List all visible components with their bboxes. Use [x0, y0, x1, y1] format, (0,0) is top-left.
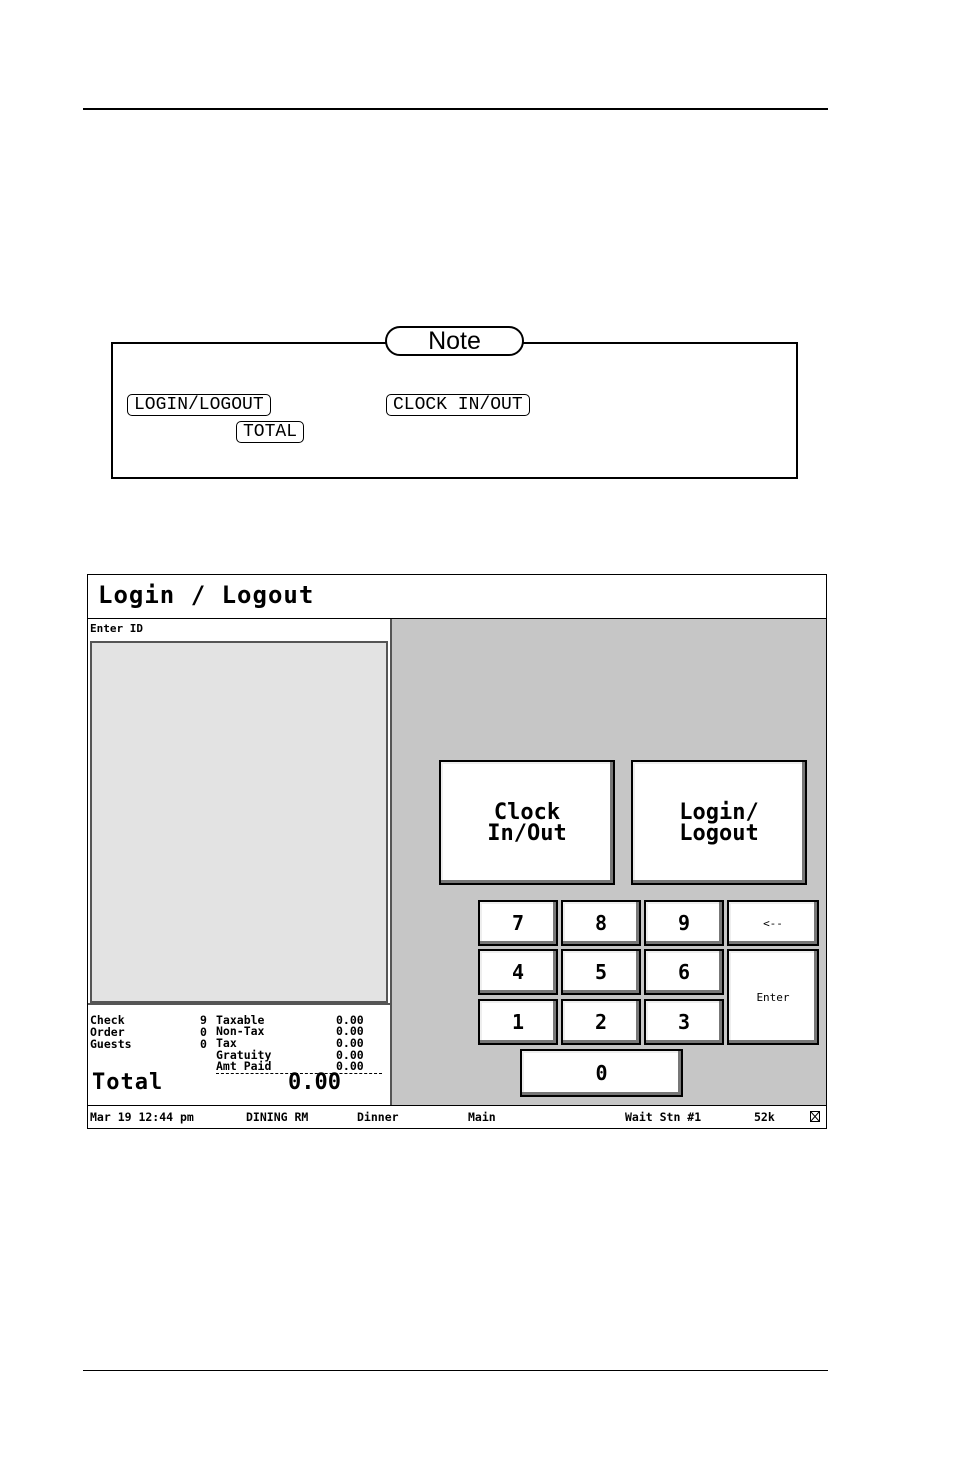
summary-taxable-value: 0.00	[336, 1013, 364, 1027]
summary-guests-value: 0	[200, 1037, 207, 1051]
enter-id-prompt: Enter ID	[90, 622, 143, 635]
summary-gratuity-label: Gratuity	[216, 1048, 272, 1062]
status-box-icon	[810, 1111, 820, 1122]
bottom-rule	[83, 1370, 828, 1371]
status-bar	[88, 1105, 826, 1128]
key-login-logout: LOGIN/LOGOUT	[127, 394, 271, 416]
key-clock-in-out: CLOCK IN/OUT	[386, 394, 530, 416]
summary-taxable-label: Taxable	[216, 1013, 265, 1027]
check-display	[90, 641, 388, 1003]
total-label: Total	[92, 1070, 164, 1095]
summary-nontax-label: Non-Tax	[216, 1024, 265, 1038]
summary-check-value: 9	[200, 1013, 207, 1027]
digit-8-button[interactable]: 8	[561, 900, 641, 946]
check-panel	[88, 619, 392, 1105]
summary-amt-paid-label: Amt Paid	[216, 1059, 272, 1073]
summary-tax-value: 0.00	[336, 1036, 364, 1050]
summary-tax-label: Tax	[216, 1036, 237, 1050]
status-period: Dinner	[357, 1110, 399, 1124]
pos-screen	[87, 574, 827, 1129]
summary-order-value: 0	[200, 1025, 207, 1039]
screen-title: Login / Logout	[98, 581, 315, 609]
digit-1-button[interactable]: 1	[478, 999, 558, 1045]
summary-order-label: Order	[90, 1025, 125, 1039]
summary-nontax-value: 0.00	[336, 1024, 364, 1038]
summary-check-label: Check	[90, 1013, 125, 1027]
summary-guests-label: Guests	[90, 1037, 132, 1051]
note-title: Note	[385, 326, 524, 356]
check-summary	[88, 1003, 390, 1105]
key-total: TOTAL	[236, 421, 304, 443]
digit-5-button[interactable]: 5	[561, 949, 641, 995]
summary-amt-paid-value: 0.00	[336, 1059, 364, 1073]
status-memory: 52k	[754, 1110, 775, 1124]
status-area: DINING RM	[246, 1110, 309, 1124]
digit-6-button[interactable]: 6	[644, 949, 724, 995]
total-value: 0.00	[288, 1070, 341, 1095]
digit-4-button[interactable]: 4	[478, 949, 558, 995]
screen-title-bar	[88, 575, 826, 619]
digit-0-button[interactable]: 0	[520, 1049, 683, 1097]
summary-gratuity-value: 0.00	[336, 1048, 364, 1062]
login-logout-button[interactable]: Login/ Logout	[631, 760, 807, 885]
clock-in-out-button[interactable]: Clock In/Out	[439, 760, 615, 885]
digit-7-button[interactable]: 7	[478, 900, 558, 946]
status-station: Wait Stn #1	[625, 1110, 702, 1124]
digit-9-button[interactable]: 9	[644, 900, 724, 946]
backspace-button[interactable]: <--	[727, 900, 819, 946]
status-datetime: Mar 19 12:44 pm	[90, 1110, 194, 1124]
top-rule	[83, 108, 828, 110]
status-menu: Main	[468, 1110, 496, 1124]
digit-2-button[interactable]: 2	[561, 999, 641, 1045]
digit-3-button[interactable]: 3	[644, 999, 724, 1045]
enter-button[interactable]: Enter	[727, 949, 819, 1045]
keypad-panel	[392, 619, 826, 1105]
